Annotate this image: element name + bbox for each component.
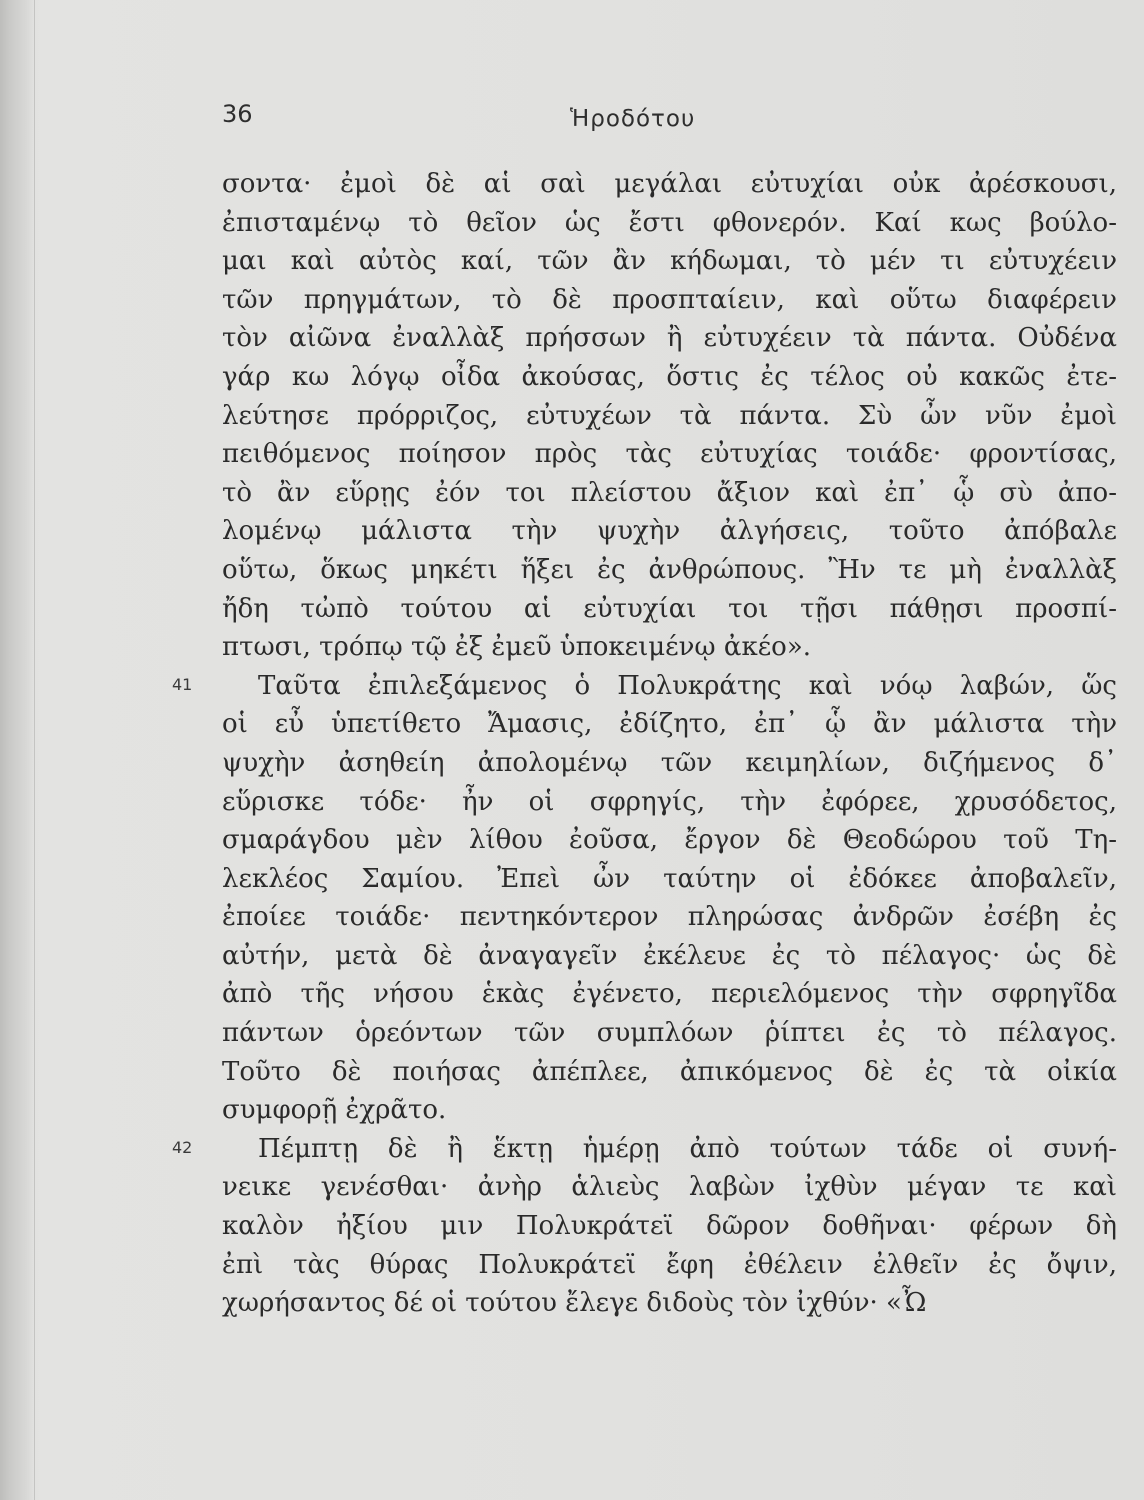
text-line: τὸν αἰῶνα ἐναλλὰξ πρήσσων ἢ εὐτυχέειν τὰ πάντα. Οὐδένα	[222, 323, 1117, 354]
running-head: Ἡροδότου	[570, 106, 696, 132]
body-text	[172, 165, 1117, 1323]
text-line: ἤδη τὠπὸ τούτου αἱ εὐτυχίαι τοι τῇσι πάθῃσι προσπί-	[222, 593, 1117, 624]
text-line: νεικε γενέσθαι· ἀνὴρ ἁλιεὺς λαβὼν ἰχθὺν μέγαν τε καὶ	[222, 1172, 1117, 1203]
text-line: σοντα· ἐμοὶ δὲ αἱ σαὶ μεγάλαι εὐτυχίαι οὐκ ἀρέσκουσι,	[222, 169, 1117, 199]
section-number: 42	[172, 1138, 193, 1157]
text-line: οὕτω, ὅκως μηκέτι ἥξει ἐς ἀνθρώπους. Ἢν τε μὴ ἐναλλὰξ	[222, 554, 1117, 585]
text-line: Ταῦτα ἐπιλεξάμενος ὁ Πολυκράτης καὶ νόῳ λαβών, ὥς	[258, 670, 1117, 701]
text-line: ἐποίεε τοιάδε· πεντηκόντερον πληρώσας ἀνδρῶν ἐσέβη ἐς	[222, 902, 1117, 933]
text-line: Τοῦτο δὲ ποιήσας ἀπέπλεε, ἀπικόμενος δὲ ἐς τὰ οἰκία	[222, 1056, 1117, 1087]
text-line: ψυχὴν ἀσηθείη ἀπολομένῳ τῶν κειμηλίων, διζήμενος δ᾽	[222, 747, 1117, 778]
text-line: λεύτησε πρόρριζος, εὐτυχέων τὰ πάντα. Σὺ ὦν νῦν ἐμοὶ	[222, 400, 1117, 431]
text-line: τῶν πρηγμάτων, τὸ δὲ προσπταίειν, καὶ οὕτω διαφέρειν	[222, 284, 1117, 315]
text-line: πειθόμενος ποίησον πρὸς τὰς εὐτυχίας τοιάδε· φροντίσας,	[222, 439, 1117, 470]
text-line: πάντων ὁρεόντων τῶν συμπλόων ῥίπτει ἐς τὸ πέλαγος.	[222, 1018, 1117, 1049]
text-line: λεκλέος Σαμίου. Ἐπεὶ ὦν ταύτην οἱ ἐδόκεε ἀποβαλεῖν,	[222, 863, 1117, 894]
page-header	[222, 100, 1117, 140]
text-line: καλὸν ἠξίου μιν Πολυκράτεϊ δῶρον δοθῆναι· φέρων δὴ	[222, 1211, 1117, 1242]
paragraph	[222, 165, 1117, 667]
text-line: ἀπὸ τῆς νήσου ἑκὰς ἐγένετο, περιελόμενος τὴν σφρηγῖδα	[222, 979, 1117, 1010]
text-line: γάρ κω λόγῳ οἶδα ἀκούσας, ὅστις ἐς τέλος οὐ κακῶς ἐτε-	[222, 361, 1117, 392]
text-line: Πέμπτῃ δὲ ἢ ἕκτῃ ἡμέρῃ ἀπὸ τούτων τάδε οἱ συνή-	[258, 1133, 1117, 1164]
section-number: 41	[172, 674, 193, 694]
text-line: εὕρισκε τόδε· ἦν οἱ σφρηγίς, τὴν ἐφόρεε, χρυσόδετος,	[222, 786, 1117, 817]
text-line: πτωσι, τρόπῳ τῷ ἐξ ἐμεῦ ὑποκειμένῳ ἀκέο».	[222, 632, 811, 663]
text-line: ἐπὶ τὰς θύρας Πολυκράτεϊ ἔφη ἐθέλειν ἐλθεῖν ἐς ὄψιν,	[222, 1249, 1117, 1280]
text-line: αὐτήν, μετὰ δὲ ἀναγαγεῖν ἐκέλευε ἐς τὸ πέλαγος· ὡς δὲ	[222, 940, 1117, 971]
text-line: χωρήσαντος δέ οἱ τούτου ἔλεγε διδοὺς τὸν ἰχθύν· «Ὦ	[222, 1288, 927, 1319]
text-line: οἱ εὖ ὑπετίθετο Ἄμασις, ἐδίζητο, ἐπ᾽ ᾧ ἂν μάλιστα τὴν	[222, 709, 1117, 740]
paragraph	[222, 1130, 1117, 1323]
page-binding-edge	[0, 0, 35, 1500]
paragraph	[222, 667, 1117, 1130]
text-line: λομένῳ μάλιστα τὴν ψυχὴν ἀλγήσεις, τοῦτο ἀπόβαλε	[222, 516, 1117, 547]
text-line: τὸ ἂν εὕρῃς ἐόν τοι πλείστου ἄξιον καὶ ἐπ᾽ ᾧ σὺ ἀπο-	[222, 477, 1117, 508]
text-line: σμαράγδου μὲν λίθου ἐοῦσα, ἔργον δὲ Θεοδώρου τοῦ Τη-	[222, 825, 1117, 856]
text-line: συμφορῇ ἐχρᾶτο.	[222, 1095, 447, 1126]
text-line: ἐπισταμένῳ τὸ θεῖον ὡς ἔστι φθονερόν. Καί κως βούλο-	[222, 207, 1117, 238]
text-line: μαι καὶ αὐτὸς καί, τῶν ἂν κήδωμαι, τὸ μέν τι εὐτυχέειν	[222, 246, 1117, 277]
page-number: 36	[222, 100, 253, 128]
